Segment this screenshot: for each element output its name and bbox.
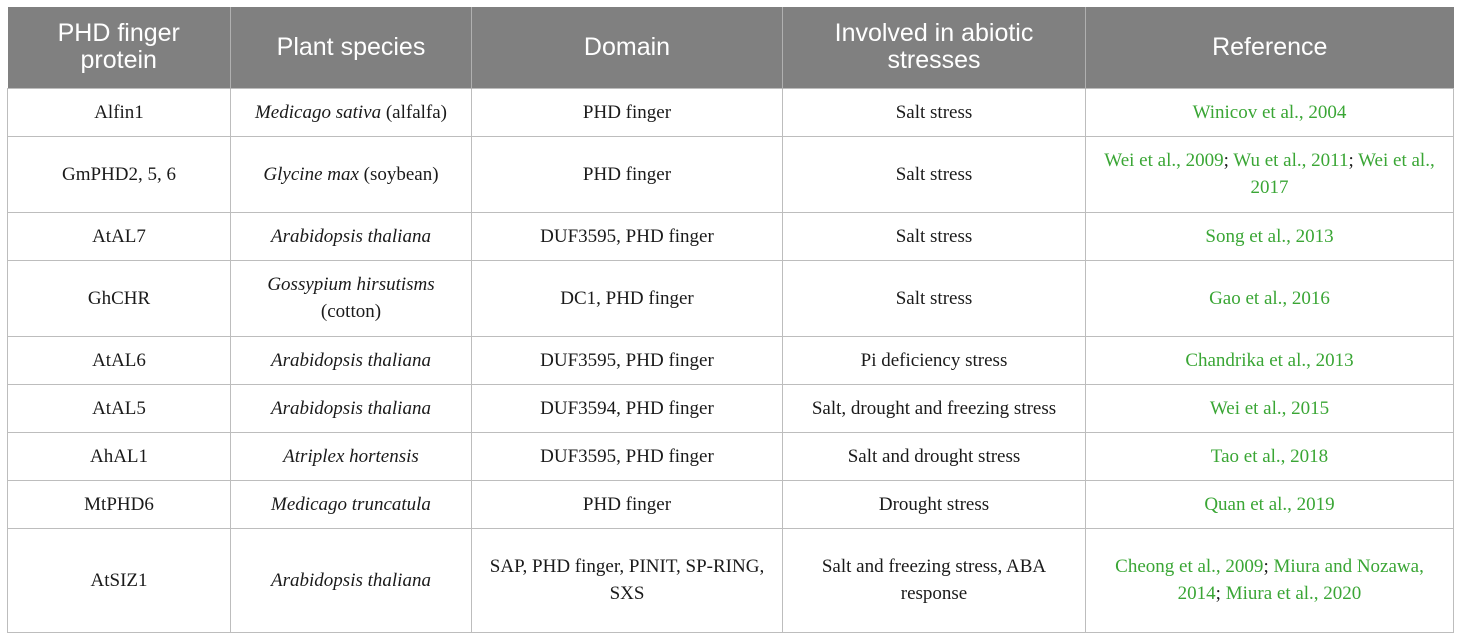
table-row <box>8 136 1454 212</box>
phd-finger-table <box>7 7 1454 633</box>
table-row <box>8 480 1454 528</box>
species-common-name: (alfalfa) <box>381 101 448 123</box>
species-name: Medicago sativa <box>254 101 382 123</box>
cell-reference <box>1086 260 1454 336</box>
cell-species <box>231 528 472 632</box>
species-name: Arabidopsis thaliana <box>271 569 431 591</box>
species-name: Glycine max <box>263 163 359 185</box>
reference-link[interactable]: Tao et al., 2018 <box>1210 445 1329 467</box>
cell-reference <box>1086 432 1454 480</box>
reference-link[interactable]: Wu et al., 2011 <box>1233 150 1349 171</box>
table-row <box>8 528 1454 632</box>
species-name: Gossypium hirsutisms <box>267 274 435 295</box>
cell-species <box>231 212 472 260</box>
cell-species <box>231 136 472 212</box>
cell-species <box>231 88 472 136</box>
species-name: Arabidopsis thaliana <box>271 349 431 371</box>
reference-link[interactable]: Cheong et al., 2009 <box>1115 556 1264 577</box>
table-row <box>8 336 1454 384</box>
reference-separator: ; <box>1348 150 1359 171</box>
cell-stress: Salt, drought and freezing stress <box>783 384 1086 432</box>
cell-reference <box>1086 88 1454 136</box>
cell-species <box>231 384 472 432</box>
table-body <box>8 88 1454 632</box>
reference-link[interactable]: Wei et al., 2009 <box>1104 150 1224 171</box>
cell-stress: Salt and freezing stress, ABA response <box>783 528 1086 632</box>
reference-link[interactable]: Song et al., 2013 <box>1205 225 1334 247</box>
cell-stress: Salt stress <box>783 260 1086 336</box>
reference-separator: ; <box>1215 583 1226 604</box>
reference-link[interactable]: Chandrika et al., 2013 <box>1185 349 1354 371</box>
species-common-name: (cotton) <box>320 274 440 322</box>
cell-protein: MtPHD6 <box>8 480 231 528</box>
cell-domain: SAP, PHD finger, PINIT, SP-RING, SXS <box>472 528 783 632</box>
cell-species <box>231 336 472 384</box>
cell-domain: PHD finger <box>472 136 783 212</box>
cell-protein: AtAL5 <box>8 384 231 432</box>
cell-reference <box>1086 528 1454 632</box>
cell-reference <box>1086 480 1454 528</box>
cell-domain: PHD finger <box>472 88 783 136</box>
header-reference: Reference <box>1086 7 1454 88</box>
reference-link[interactable]: Quan et al., 2019 <box>1204 493 1335 515</box>
species-name: Arabidopsis thaliana <box>271 225 431 247</box>
reference-separator: ; <box>1263 556 1274 577</box>
cell-reference <box>1086 336 1454 384</box>
cell-reference <box>1086 212 1454 260</box>
reference-link[interactable]: Miura et al., 2020 <box>1225 583 1362 604</box>
cell-reference <box>1086 384 1454 432</box>
reference-link[interactable]: Miura and Nozawa, 2014 <box>1177 556 1424 604</box>
cell-domain: DUF3594, PHD finger <box>472 384 783 432</box>
header-species: Plant species <box>231 7 472 88</box>
cell-reference <box>1086 136 1454 212</box>
table-row <box>8 88 1454 136</box>
reference-link[interactable]: Wei et al., 2017 <box>1250 150 1435 198</box>
species-name: Atriplex hortensis <box>283 445 419 467</box>
cell-protein: AhAL1 <box>8 432 231 480</box>
table-row <box>8 260 1454 336</box>
reference-link[interactable]: Gao et al., 2016 <box>1209 287 1330 309</box>
cell-domain: DC1, PHD finger <box>472 260 783 336</box>
header-domain: Domain <box>472 7 783 88</box>
header-stress: Involved in abiotic stresses <box>783 7 1086 88</box>
cell-domain: DUF3595, PHD finger <box>472 432 783 480</box>
cell-protein: AtSIZ1 <box>8 528 231 632</box>
cell-stress: Salt and drought stress <box>783 432 1086 480</box>
cell-species <box>231 480 472 528</box>
cell-stress: Salt stress <box>783 212 1086 260</box>
cell-stress: Salt stress <box>783 136 1086 212</box>
table-row <box>8 432 1454 480</box>
cell-stress: Pi deficiency stress <box>783 336 1086 384</box>
cell-protein: AtAL7 <box>8 212 231 260</box>
species-name: Medicago truncatula <box>271 493 431 515</box>
cell-domain: PHD finger <box>472 480 783 528</box>
reference-link[interactable]: Winicov et al., 2004 <box>1192 101 1347 123</box>
cell-protein: AtAL6 <box>8 336 231 384</box>
table-row <box>8 212 1454 260</box>
reference-link[interactable]: Wei et al., 2015 <box>1209 397 1330 419</box>
reference-separator: ; <box>1223 150 1234 171</box>
cell-domain: DUF3595, PHD finger <box>472 212 783 260</box>
cell-species <box>231 260 472 336</box>
header-row <box>8 7 1454 88</box>
species-name: Arabidopsis thaliana <box>271 397 431 419</box>
cell-domain: DUF3595, PHD finger <box>472 336 783 384</box>
cell-species <box>231 432 472 480</box>
species-common-name: (soybean) <box>358 163 439 185</box>
cell-stress: Drought stress <box>783 480 1086 528</box>
table-row <box>8 384 1454 432</box>
cell-protein: Alfin1 <box>8 88 231 136</box>
cell-protein: GhCHR <box>8 260 231 336</box>
cell-stress: Salt stress <box>783 88 1086 136</box>
cell-protein: GmPHD2, 5, 6 <box>8 136 231 212</box>
header-protein: PHD finger protein <box>8 7 231 88</box>
